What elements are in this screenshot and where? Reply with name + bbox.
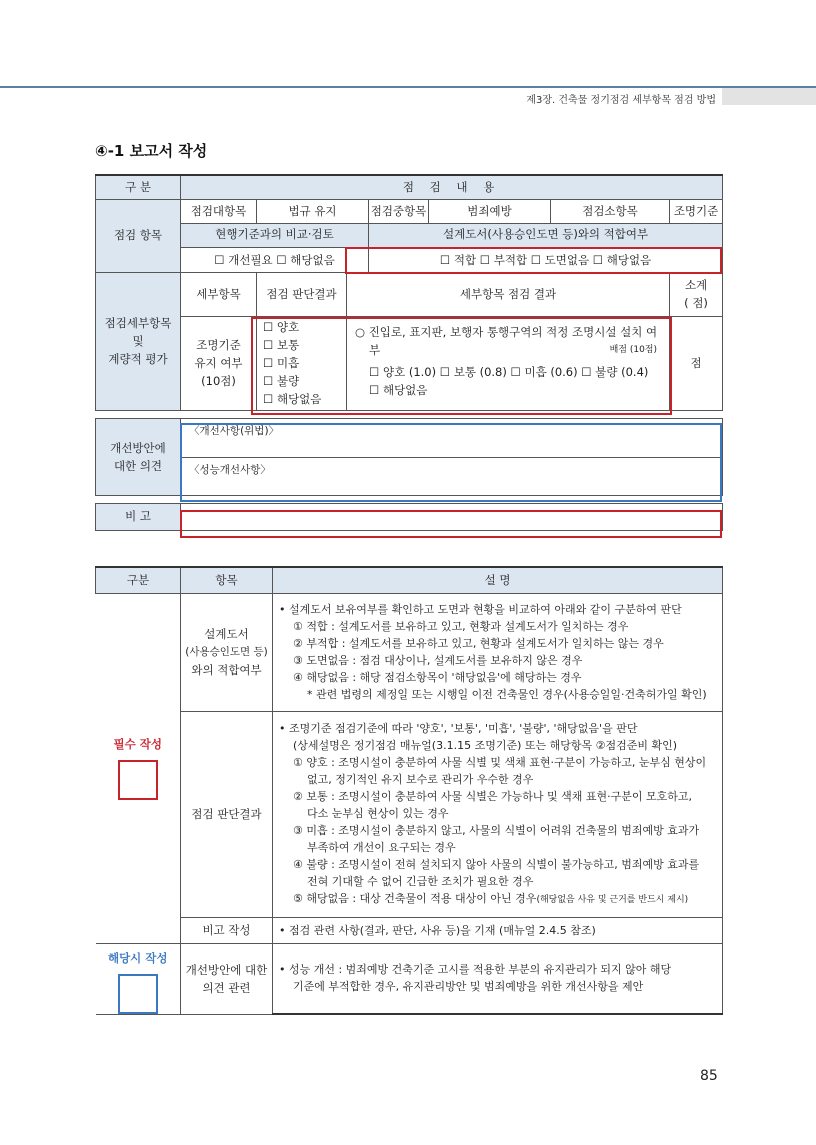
guide-header-item: 항목: [181, 567, 273, 593]
report-form-table: [95, 174, 723, 531]
guide-header-desc: 설 명: [273, 567, 723, 593]
required-section: [96, 593, 181, 943]
inspection-item-label: 점검 항목: [96, 199, 181, 272]
optional-label: 해당시 작성: [107, 950, 168, 965]
chapter-header: 제3장. 건축물 정기점검 세부항목 점검 방법: [526, 95, 716, 106]
col-header-gubun: 구 분: [96, 175, 181, 199]
judgement-options[interactable]: ☐ 양호 ☐ 보통 ☐ 미흡 ☐ 불량 ☐ 해당없음: [257, 316, 347, 410]
sub-header-result: 세부항목 점검 결과: [347, 272, 670, 316]
improvement-opinion-label: 개선방안에 대한 의견: [96, 418, 181, 495]
sub-header-judgement: 점검 판단결과: [257, 272, 347, 316]
remark-field[interactable]: [181, 503, 723, 530]
design-options[interactable]: ☐ 적합 ☐ 부적합 ☐ 도면없음 ☐ 해당없음: [369, 247, 723, 272]
total-score[interactable]: 점: [670, 316, 723, 410]
sub-item-name: 조명기준 유지 여부 (10점): [181, 316, 257, 410]
improvement-performance-field[interactable]: 〈성능개선사항〉: [181, 457, 723, 495]
col-header-content: 점 검 내 용: [181, 175, 723, 199]
item-cell-minor-value: 조명기준: [670, 199, 723, 223]
item-cell-major-value: 법규 유지: [257, 199, 369, 223]
item-cell-middle-value: 범죄예방: [429, 199, 551, 223]
optional-section: [96, 943, 181, 1014]
guide-desc-remark: • 점검 관련 사항(결과, 판단, 사유 등)을 기재 (매뉴얼 2.4.5 참조): [273, 917, 723, 943]
section-title: ④-1 보고서 작성: [95, 142, 208, 160]
design-label: 설계도서(사용승인도면 등)와의 적합여부: [369, 223, 723, 247]
header-tab-block: [722, 88, 816, 105]
compare-label: 현행기준과의 비교·검토: [181, 223, 369, 247]
result-cell[interactable]: ○ 진입로, 표지판, 보행자 통행구역의 적정 조명시설 설치 여 부 배점 (10점) ☐ 양호 (1.0) ☐ 보통 (0.8) ☐ 미흡 (0.6) ☐ 불량 (0.4) ☐ 해당없음: [347, 316, 670, 410]
guide-desc-design: • 설계도서 보유여부를 확인하고 도면과 현황을 비교하여 아래와 같이 구분하여 판단 ① 적합 : 설계도서를 보유하고 있고, 현황과 설계도서가 일치하는 경우 ② 부적합 : 설계도서를 보유하고 있고, 현황과 설계도서가 일치하는 않는 경우 ③ 도면없음 : 점검 대상이나, 설계도서를 보유하지 않은 경우 ④ 해당없음 : 해당 점검소항목이 '해당없음'에 해당하는 경우 * 관련 법령의 제정일 또는 시행일 이전 건축물인 경우(사용승일일·건축허가일 확인): [273, 593, 723, 711]
guide-item-improvement: 개선방안에 대한 의견 관련: [181, 943, 273, 1014]
optional-blue-box-sample: [118, 974, 158, 1014]
required-red-box-sample: [118, 760, 158, 800]
guide-item-judgement: 점검 판단결과: [181, 711, 273, 917]
item-cell-major-label: 점검대항목: [181, 199, 257, 223]
spacer-row: [96, 410, 723, 418]
required-label: 필수 작성: [113, 737, 162, 751]
header-rule: [0, 86, 816, 88]
guide-item-remark: 비고 작성: [181, 917, 273, 943]
guide-desc-improvement: • 성능 개선 : 범죄예방 건축기준 고시를 적용한 부분의 유지관리가 되지 않아 해당 기준에 부적합한 경우, 유지관리방안 및 범죄예방을 위한 개선사항을 제안: [273, 943, 723, 1014]
remark-label: 비 고: [96, 503, 181, 530]
guide-header-gubun: 구분: [96, 567, 181, 593]
sub-header-total: 소계 ( 점): [670, 272, 723, 316]
guide-item-design: 설계도서 (사용승인도면 등) 와의 적합여부: [181, 593, 273, 711]
guide-desc-judgement: • 조명기준 점검기준에 따라 '양호', '보통', '미흡', '불량', '해당없음'을 판단 (상세설명은 정기점검 매뉴얼(3.1.15 조명기준) 또는 해당항목 ②점검준비 확인) ① 양호 : 조명시설이 충분하여 사물 식별 및 색채 표현·구분이 가능하고, 눈부심 현상이 없고, 정기적인 유지 보수로 관리가 우수한 경우 ② 보통 : 조명시설이 충분하여 사물 식별은 가능하나 및 색채 표현·구분이 모호하고, 다소 눈부심 현상이 있는 경우 ③ 미흡 : 조명시설이 충분하지 않고, 사물의 식별이 어려워 건축물의 범죄예방 효과가 부족하여 개선이 요구되는 경우 ④ 불량 : 조명시설이 전혀 설치되지 않아 사물의 식별이 불가능하고, 범죄예방 효과를 전혀 기대할 수 없어 긴급한 조치가 필요한 경우 ⑤ 해당없음 : 대상 건축물이 적용 대상이 아닌 경우(해당없음 사유 및 근거를 반드시 제시): [273, 711, 723, 917]
item-cell-middle-label: 점검중항목: [369, 199, 429, 223]
page-number: 85: [700, 1068, 718, 1084]
sub-header-item: 세부항목: [181, 272, 257, 316]
improvement-violation-field[interactable]: 〈개선사항(위법)〉: [181, 418, 723, 457]
item-cell-minor-label: 점검소항목: [551, 199, 670, 223]
spacer-row: [96, 495, 723, 503]
compare-options[interactable]: ☐ 개선필요 ☐ 해당없음: [181, 247, 369, 272]
evaluation-label: 점검세부항목 및 계량적 평가: [96, 272, 181, 410]
writing-guide-table: [95, 566, 723, 1015]
